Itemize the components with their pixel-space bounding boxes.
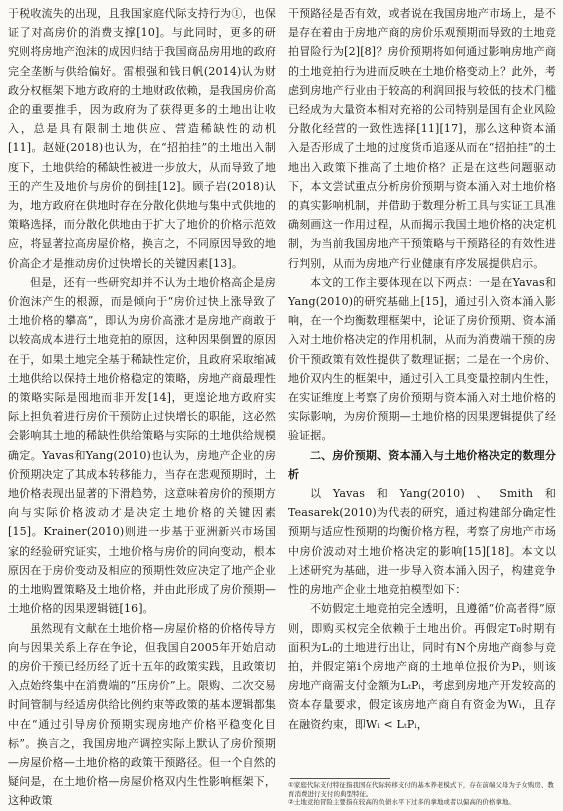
paragraph: 干预路径是否有效，或者说在我国房地产市场上，是不是存在着由于房地产商的房价乐观预期而导致的土地竞拍冒险行为[2][8]？房价预期将如何通过影响房地产商的土地竞拍行为进而反映在土地价格变动上？此外，考虑到房地产行业由于较高的利润回报与较低的技术门槛已经成为大量资本相对充裕的公司特别是国有企业风险分散化经营的一致性选择[11][17]，那么这种资本涌入是否形成了土地的过度货币追逐从而在“招拍挂”的土地出入政策下推高了土地价格？正是在这些问题驱动下，本文尝试重点分析房价预期与资本涌入对土地价格的真实影响机制，并借助于数理分析工具与实证工具准确刻画这一作用过程，从而揭示我国土地价格的决定机制，为当前我国房地产干预策略与干预路径的有效性进行判别，从而为房地产行业健康有序发展提供启示。 <box>288 7 556 270</box>
paragraph: 不妨假定土地竞拍完全透明，且遵循“价高者得”原则，即购买权完全依赖于土地出价。再假定T₀时期有面积为Lₜ的土地进行出让，同时有N个房地产商参与竞拍，并假定第i个房地产商的土地单位报价为Pᵢ，则该房地产商需支付金额为LₜPᵢ，考虑到房地产开发较高的资本存量要求，假定该房地产商自有资金为Wᵢ，且存在融资约束，即Wᵢ < LₜPᵢ， <box>288 602 556 731</box>
footnotes <box>288 781 558 807</box>
paragraph: 本文的工作主要体现在以下两点：一是在Yavas和Yang(2010)的研究基础上[15]，通过引入资本涌入影响，在一个均衡数理框架中，论证了房价预期、资本涌入对土地价格决定的作用机制，从而为消费端干预的房价干预政策有效性提供了数理证据；二是在一个房价、地价双内生的框架中，通过引入工具变量控制内生性，在实证维度上考察了房价预期与资本涌入对土地价格的实际影响，为房价预期—土地价格的因果逻辑提供了经验证据。 <box>288 275 556 443</box>
footnote-divider <box>290 778 390 779</box>
section-heading: 二、房价预期、资本涌入与土地价格决定的数理分析 <box>288 448 556 481</box>
paragraph: 于税收流失的出现，且我国家庭代际支持行为①，也保证了对高房价的消费支撑[10]。与此同时，更多的研究则将房地产泡沫的成因归结于我国商品房用地的政府完全垄断与供给偏好。雷根强和钱日帆(2014)认为财政分权框架下地方政府的土地财政依赖，是我国房价高企的重要推手，因为政府为了获得更多的土地出让收入，总是具有限制土地供应、营造稀缺性的动机[11]。赵娅(2018)也认为，在“招拍挂”的土地出入制度下，土地供给的稀缺性被进一步放大，从而导致了地王的产生及地价与房价的倒挂[12]。顾子岩(2018)认为，地方政府在供地时存在分散化供地与集中式供地的策略选择，而分散化供地由于扩大了地价的价格示范效应，将显著拉高房屋价格，换言之，不同原因导致的地价高企才是推动房价过快增长的关键因素[13]。 <box>8 7 276 270</box>
paragraph: 虽然现有文献在土地价格—房屋价格的价格传导方向与因果关系上存在争论，但我国自2005年开始启动的房价干预已经历经了近十五年的政策实践，且政策切入点始终集中在消费端的“压房价”上。限购、二次交易时间管制与经适房供给比例约束等政策的基本逻辑都集中在“通过引导房价预期实现房地产价格平稳变化目标”。换言之，我国房地产调控实际上默认了房价预期—房屋价格—土地价格的政策干预路径。但一个自然的疑问是，在土地价格—房屋价格双内生性影响框架下，这种政策 <box>8 621 276 808</box>
paragraph: 以Yavas和Yang(2010)、Smith和Teasarek(2010)为代表的研究，通过构建部分确定性预期与适应性预期的均衡价格方程，考察了房地产市场中房价波动对土地价格决定的影响[15][18]。本文以上述研究为基础，进一步导入资本涌入因子，构建竞争性的房地产企业土地竞拍模型如下： <box>288 487 556 597</box>
right-column <box>288 4 556 782</box>
paragraph: 但是，还有一些研究却并不认为土地价格高企是房价泡沫产生的根源，而是倾向于“房价过快上涨导致了土地价格的攀高”，即认为房价高涨才是房地产商敢于以较高成本进行土地竞拍的原因，这种因果倒置的原因在于，如果土地完全基于稀缺性定价，且政府采取缩减土地供给以保持土地价格稳定的策略，房地产商最理性的策略实际是囤地而非开发[14]，更遑论地方政府实际上担负着进行房价干预防止过快增长的职能，这必然会影响其土地的稀缺性供给策略与实际的土地供给规模确定。Yavas和Yang(2010)也认为，房地产企业的房价预期决定了其成本转移能力，当存在悲观预期时，土地价格表现出显著的下滑趋势，这意味着房价的预期方向与实际价格波动才是决定土地价格的关键因素[15]。Krainer(2010)则进一步基于亚洲新兴市场国家的经验研究证实，土地价格与房价的同向变动，根本原因在于房价变动及相应的预期性效应决定了地产企业的土地购置策略及土地价格，并由此形成了房价预期—土地价格的因果逻辑链[16]。 <box>8 275 276 616</box>
footnote: ①家庭代际支付特征指我国在代际转移支付的基本养老模式下，存在前端父母为子女购房、教育消费进行支付的典型特征。 <box>288 781 554 798</box>
left-column <box>8 4 276 808</box>
footnote: ②土地竞拍冒险主要指在较高的负债水平下过多的拿地或者以偏高的价格拿地。 <box>288 798 515 807</box>
